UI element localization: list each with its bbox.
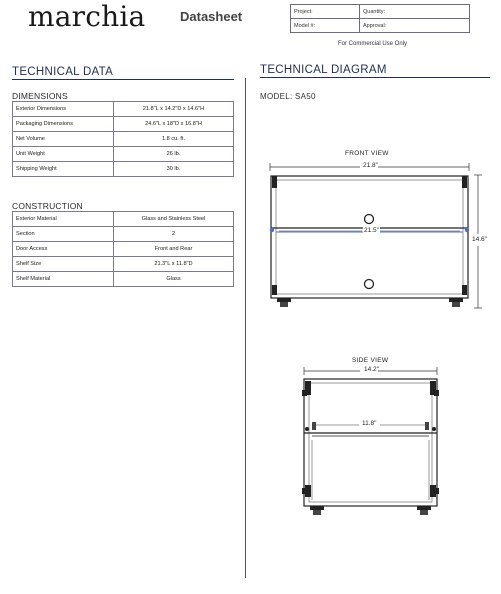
- dimension-label: Packaging Dimensions: [13, 117, 114, 132]
- dimension-label: Net Volume: [13, 132, 114, 147]
- dimension-label: Exterior Dimensions: [13, 102, 114, 117]
- commercial-use-note: For Commercial Use Only: [338, 41, 408, 47]
- construction-label: Exterior Material: [13, 212, 114, 227]
- dimension-label: Unit Weight: [13, 147, 114, 162]
- construction-value: Glass: [114, 272, 234, 287]
- dimension-value: 24.6"L x 18"D x 16.8"H: [114, 117, 234, 132]
- model-number-label: Model #:: [291, 19, 360, 33]
- side-view-label: SIDE VIEW: [352, 357, 389, 364]
- approval-label: Approval:: [360, 19, 470, 33]
- front-height-dimension: 14.6": [472, 236, 487, 243]
- construction-value: 21.3"L x 11.8"D: [114, 257, 234, 272]
- construction-value: Front and Rear: [114, 242, 234, 257]
- quantity-label: Quantity:: [360, 5, 470, 19]
- dimension-value: 21.8"L x 14.2"D x 14.6"H: [114, 102, 234, 117]
- brand-logo: marchia: [28, 0, 146, 33]
- technical-data-title: TECHNICAL DATA: [12, 66, 114, 78]
- side-depth-dimension: 14.2": [364, 366, 379, 373]
- construction-label: Section: [13, 227, 114, 242]
- dimension-value: 30 lb.: [114, 162, 234, 177]
- dimension-value: 1.8 cu. ft.: [114, 132, 234, 147]
- front-view-label: FRONT VIEW: [345, 150, 389, 157]
- construction-label: Door Access: [13, 242, 114, 257]
- project-label: Project:: [291, 5, 360, 19]
- construction-title: CONSTRUCTION: [12, 201, 83, 211]
- side-shelf-dimension: 11.8": [362, 420, 377, 427]
- construction-label: Shelf Material: [13, 272, 114, 287]
- document-type: Datasheet: [180, 9, 243, 24]
- dimension-value: 26 lb.: [114, 147, 234, 162]
- front-width-dimension: 21.8": [363, 162, 378, 169]
- construction-value: 2: [114, 227, 234, 242]
- technical-diagram-title: TECHNICAL DIAGRAM: [260, 64, 387, 76]
- model-label: MODEL: SA50: [260, 92, 316, 101]
- construction-label: Shelf Size: [13, 257, 114, 272]
- dimension-label: Shipping Weight: [13, 162, 114, 177]
- dimensions-title: DIMENSIONS: [12, 91, 68, 101]
- construction-value: Glass and Stainless Steel: [114, 212, 234, 227]
- front-shelf-dimension: 21.5": [364, 227, 379, 234]
